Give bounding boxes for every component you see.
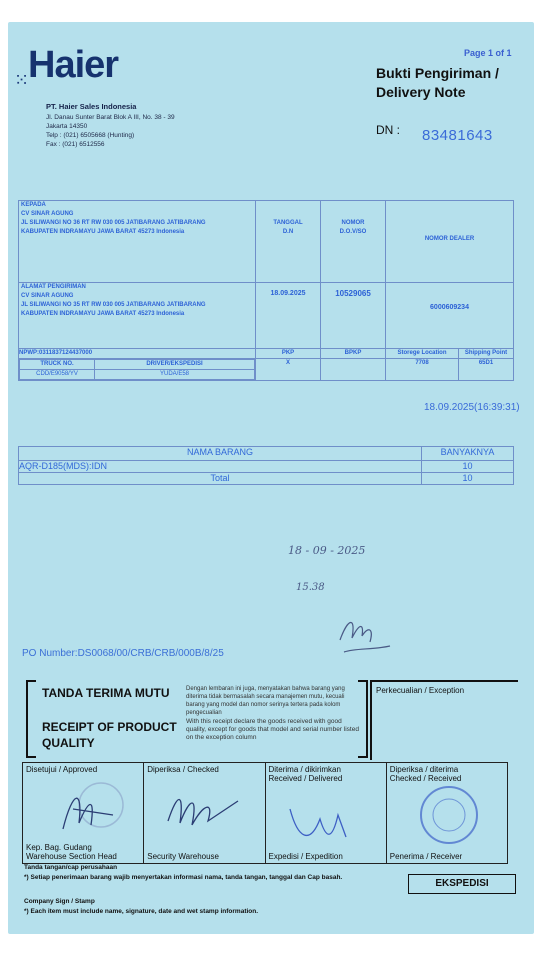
checked-label: Diperiksa / Checked (147, 765, 219, 774)
exception-label: Perkecualian / Exception (376, 686, 465, 695)
company-address-line1: Jl. Danau Sunter Barat Blok A III, No. 38 - 39 (46, 114, 175, 121)
truck-value: CDD/E9058/YV (36, 371, 78, 377)
alamat-name: CV SINAR AGUNG (21, 293, 74, 299)
handwritten-date: 18 - 09 - 2025 (288, 544, 366, 557)
driver-value: YUDA/E58 (159, 371, 189, 377)
item-name: AQR-D185(MDS):IDN (19, 461, 108, 471)
footer-note1-title: Tanda tangan/cap perusahaan (24, 864, 118, 871)
received-caption: Penerima / Receiver (389, 852, 463, 861)
tanggal-label: TANGGAL (273, 220, 303, 226)
approved-cell (23, 763, 144, 864)
footer-note1: *) Setiap penerimaan barang wajib menyertakan informasi nama, tanda tangan, tanggal dan Cap basah. (24, 874, 343, 881)
page-indicator: Page 1 of 1 (464, 48, 512, 58)
company-address-line2: Jakarta 14350 (46, 123, 88, 130)
npwp: NPWP:0311837124437000 (19, 350, 93, 356)
receipt-title-en-1: RECEIPT OF PRODUCT (42, 720, 177, 734)
logo-dots: ⁙ (14, 70, 30, 90)
po-number: PO Number:DS0068/00/CRB/CRB/000B/8/25 (22, 648, 224, 659)
haier-logo: Haier (28, 44, 119, 86)
footer-note2-title: Company Sign / Stamp (24, 898, 95, 905)
delivered-cell (265, 763, 386, 864)
total-value: 10 (462, 473, 473, 483)
shipping-value: 65D1 (478, 360, 494, 366)
handwritten-time: 15.38 (296, 582, 325, 593)
tanggal-value: 18.09.2025 (270, 290, 306, 297)
company-phone: Telp : (021) 6505668 (Hunting) (46, 132, 135, 139)
banyaknya-header: BANYAKNYA (440, 447, 495, 457)
nama-barang-header: NAMA BARANG (186, 447, 253, 457)
dn-label: DN : (376, 123, 400, 137)
consignee-table (18, 200, 514, 381)
receipt-text-id: Dengan lembaran ini juga, menyatakan bahwa barang yang diterima tidak bermasalah secara manajemen mutu, kecuali barang yang model dan nomor serinya tertera pada kolom pengecualian (186, 686, 345, 716)
received-label-2: Checked / Received (389, 774, 462, 783)
bpkp-label: BPKP (344, 350, 362, 356)
footer-note2: *) Each item must include name, signature, date and wet stamp information. (24, 908, 259, 915)
truck-label: TRUCK NO. (40, 361, 74, 367)
checked-signature (158, 781, 258, 841)
pkp-value: X (285, 360, 290, 366)
company-stamp (401, 781, 501, 851)
shipping-label: Shipping Point (464, 350, 508, 356)
receipt-title-en-2: QUALITY (42, 736, 95, 750)
title-line-2: Delivery Note (376, 84, 466, 100)
delivered-caption: Expedisi / Expedition (268, 852, 343, 861)
kepada-label: KEPADA (21, 202, 46, 208)
driver-label: DRIVER/EKSPEDISI (146, 361, 203, 367)
approved-caption-2: Warehouse Section Head (26, 852, 117, 861)
exception-box (370, 680, 518, 760)
company-name: PT. Haier Sales Indonesia (46, 102, 137, 111)
kepada-address-2: KABUPATEN INDRAMAYU JAWA BARAT 45273 Indonesia (21, 229, 185, 235)
delivered-label-1: Diterima / dikirimkan (268, 765, 341, 774)
item-qty: 10 (462, 461, 473, 471)
delivered-label-2: Received / Delivered (268, 774, 343, 783)
company-fax: Fax : (021) 6512556 (46, 141, 105, 148)
table-row (19, 461, 514, 473)
nomor-label: NOMOR (341, 220, 365, 226)
dealer-value: 6000609234 (430, 304, 469, 311)
received-cell (386, 763, 507, 864)
pkp-label: PKP (281, 350, 295, 356)
title-line-1: Bukti Pengiriman / (376, 65, 499, 81)
approved-caption-1: Kep. Bag. Gudang (26, 843, 92, 852)
approved-signature (43, 779, 143, 839)
kepada-address-1: JL SILIWANGI NO 36 RT RW 030 005 JATIBARANG JATIBARANG (21, 220, 206, 226)
received-label-1: Diperiksa / diterima (389, 765, 459, 774)
kepada-name: CV SINAR AGUNG (21, 211, 74, 217)
alamat-label: ALAMAT PENGIRIMAN (21, 284, 86, 290)
checked-cell (144, 763, 265, 864)
storage-value: 7708 (415, 360, 429, 366)
signature-table (22, 762, 508, 864)
tanggal-sub: D.N (282, 229, 294, 235)
dn-number: 83481643 (422, 127, 493, 144)
nomor-dealer-label: NOMOR DEALER (424, 236, 475, 242)
receipt-text-en: With this receipt declare the goods received with good quality, except for goods that model and serial number listed on the exception column (186, 718, 359, 741)
checked-caption: Security Warehouse (147, 852, 219, 861)
nomor-sub: D.O.V/SO (339, 229, 367, 235)
alamat-address-1: JL SILIWANGI NO 35 RT RW 030 005 JATIBARANG JATIBARANG (21, 302, 206, 308)
storage-label: Storege Location (397, 350, 447, 356)
total-label: Total (210, 473, 230, 483)
items-table (18, 446, 514, 485)
handwritten-signature-mid (334, 612, 398, 658)
nomor-value: 10529065 (335, 289, 371, 298)
receipt-title-id: TANDA TERIMA MUTU (42, 686, 170, 700)
ekspedisi-label: EKSPEDISI (408, 874, 516, 894)
alamat-address-2: KABUPATEN INDRAMAYU JAWA BARAT 45273 Indonesia (21, 311, 185, 317)
delivered-signature (280, 789, 380, 849)
approved-label: Disetujui / Approved (26, 765, 98, 774)
document-title (376, 64, 499, 102)
print-timestamp: 18.09.2025(16:39:31) (424, 402, 520, 413)
